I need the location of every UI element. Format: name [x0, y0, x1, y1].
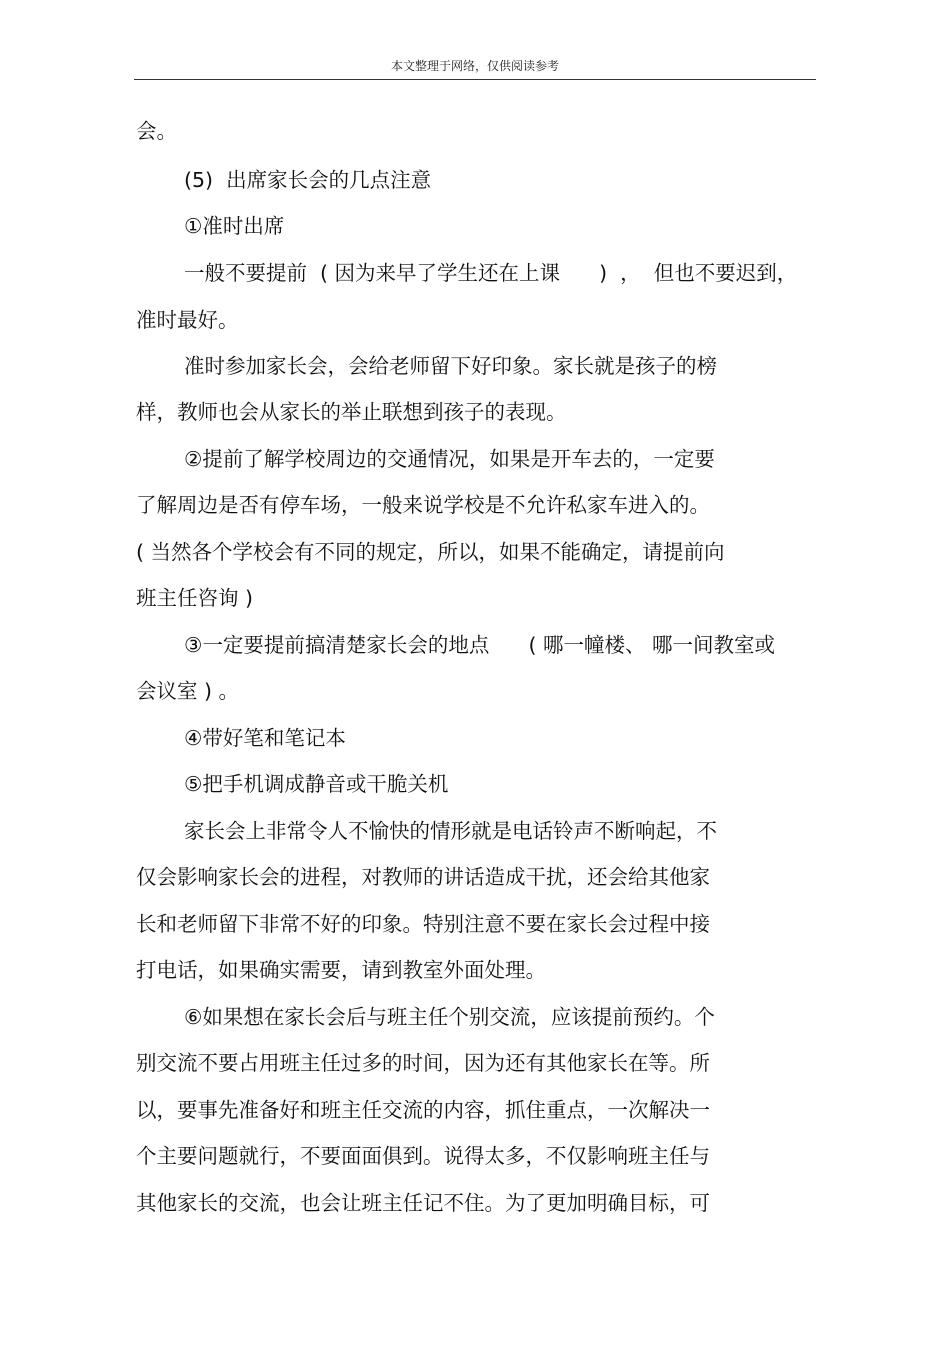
text-line: 样，教师也会从家长的举止联想到孩子的表现。	[136, 400, 567, 424]
text-line: 会。	[136, 119, 177, 143]
text-line: 会议室 ) 。	[136, 679, 240, 703]
text-line: 打电话，如果确实需要，请到教室外面处理。	[136, 958, 546, 982]
page-header: 本文整理于网络，仅供阅读参考	[390, 59, 559, 73]
text-line: 长和老师留下非常不好的印象。特别注意不要在家长会过程中接	[136, 912, 710, 936]
text-line: 别交流不要占用班主任过多的时间，因为还有其他家长在等。所	[136, 1051, 710, 1075]
text-line: 个主要问题就行，不要面面俱到。说得太多，不仅影响班主任与	[136, 1144, 710, 1168]
list-item-heading: ⑥如果想在家长会后与班主任个别交流，应该提前预约。个	[184, 1005, 715, 1029]
text-line: 准时参加家长会，会给老师留下好印象。家长就是孩子的榜	[184, 354, 717, 378]
text-line: 准时最好。	[136, 308, 239, 332]
list-item-heading: ①准时出席	[184, 214, 285, 238]
section-heading: (5) 出席家长会的几点注意	[184, 168, 432, 192]
text-line: ( 当然各个学校会有不同的规定，所以，如果不能确定，请提前向	[136, 540, 725, 564]
text-line: 仅会影响家长会的进程，对教师的讲话造成干扰，还会给其他家	[136, 865, 710, 889]
text-line: 班主任咨询 )	[136, 586, 254, 610]
text-line: 了解周边是否有停车场，一般来说学校是不允许私家车进入的。	[136, 493, 710, 517]
list-item-heading: ⑤把手机调成静音或干脆关机	[184, 772, 449, 796]
text-line: 家长会上非常令人不愉快的情形就是电话铃声不断响起，不	[184, 819, 717, 843]
list-item-heading: ②提前了解学校周边的交通情况，如果是开车去的，一定要	[184, 447, 715, 471]
text-line: 一般不要提前 ( 因为来早了学生还在上课 ) ， 但也不要迟到，	[184, 261, 798, 285]
header-divider	[134, 79, 816, 80]
text-line: 以，要事先准备好和班主任交流的内容，抓住重点，一次解决一	[136, 1098, 710, 1122]
text-line: 其他家长的交流，也会让班主任记不住。为了更加明确目标，可	[136, 1191, 710, 1215]
list-item-heading: ③一定要提前搞清楚家长会的地点 ( 哪一幢楼、 哪一间教室或	[184, 633, 776, 657]
list-item-heading: ④带好笔和笔记本	[184, 726, 346, 750]
